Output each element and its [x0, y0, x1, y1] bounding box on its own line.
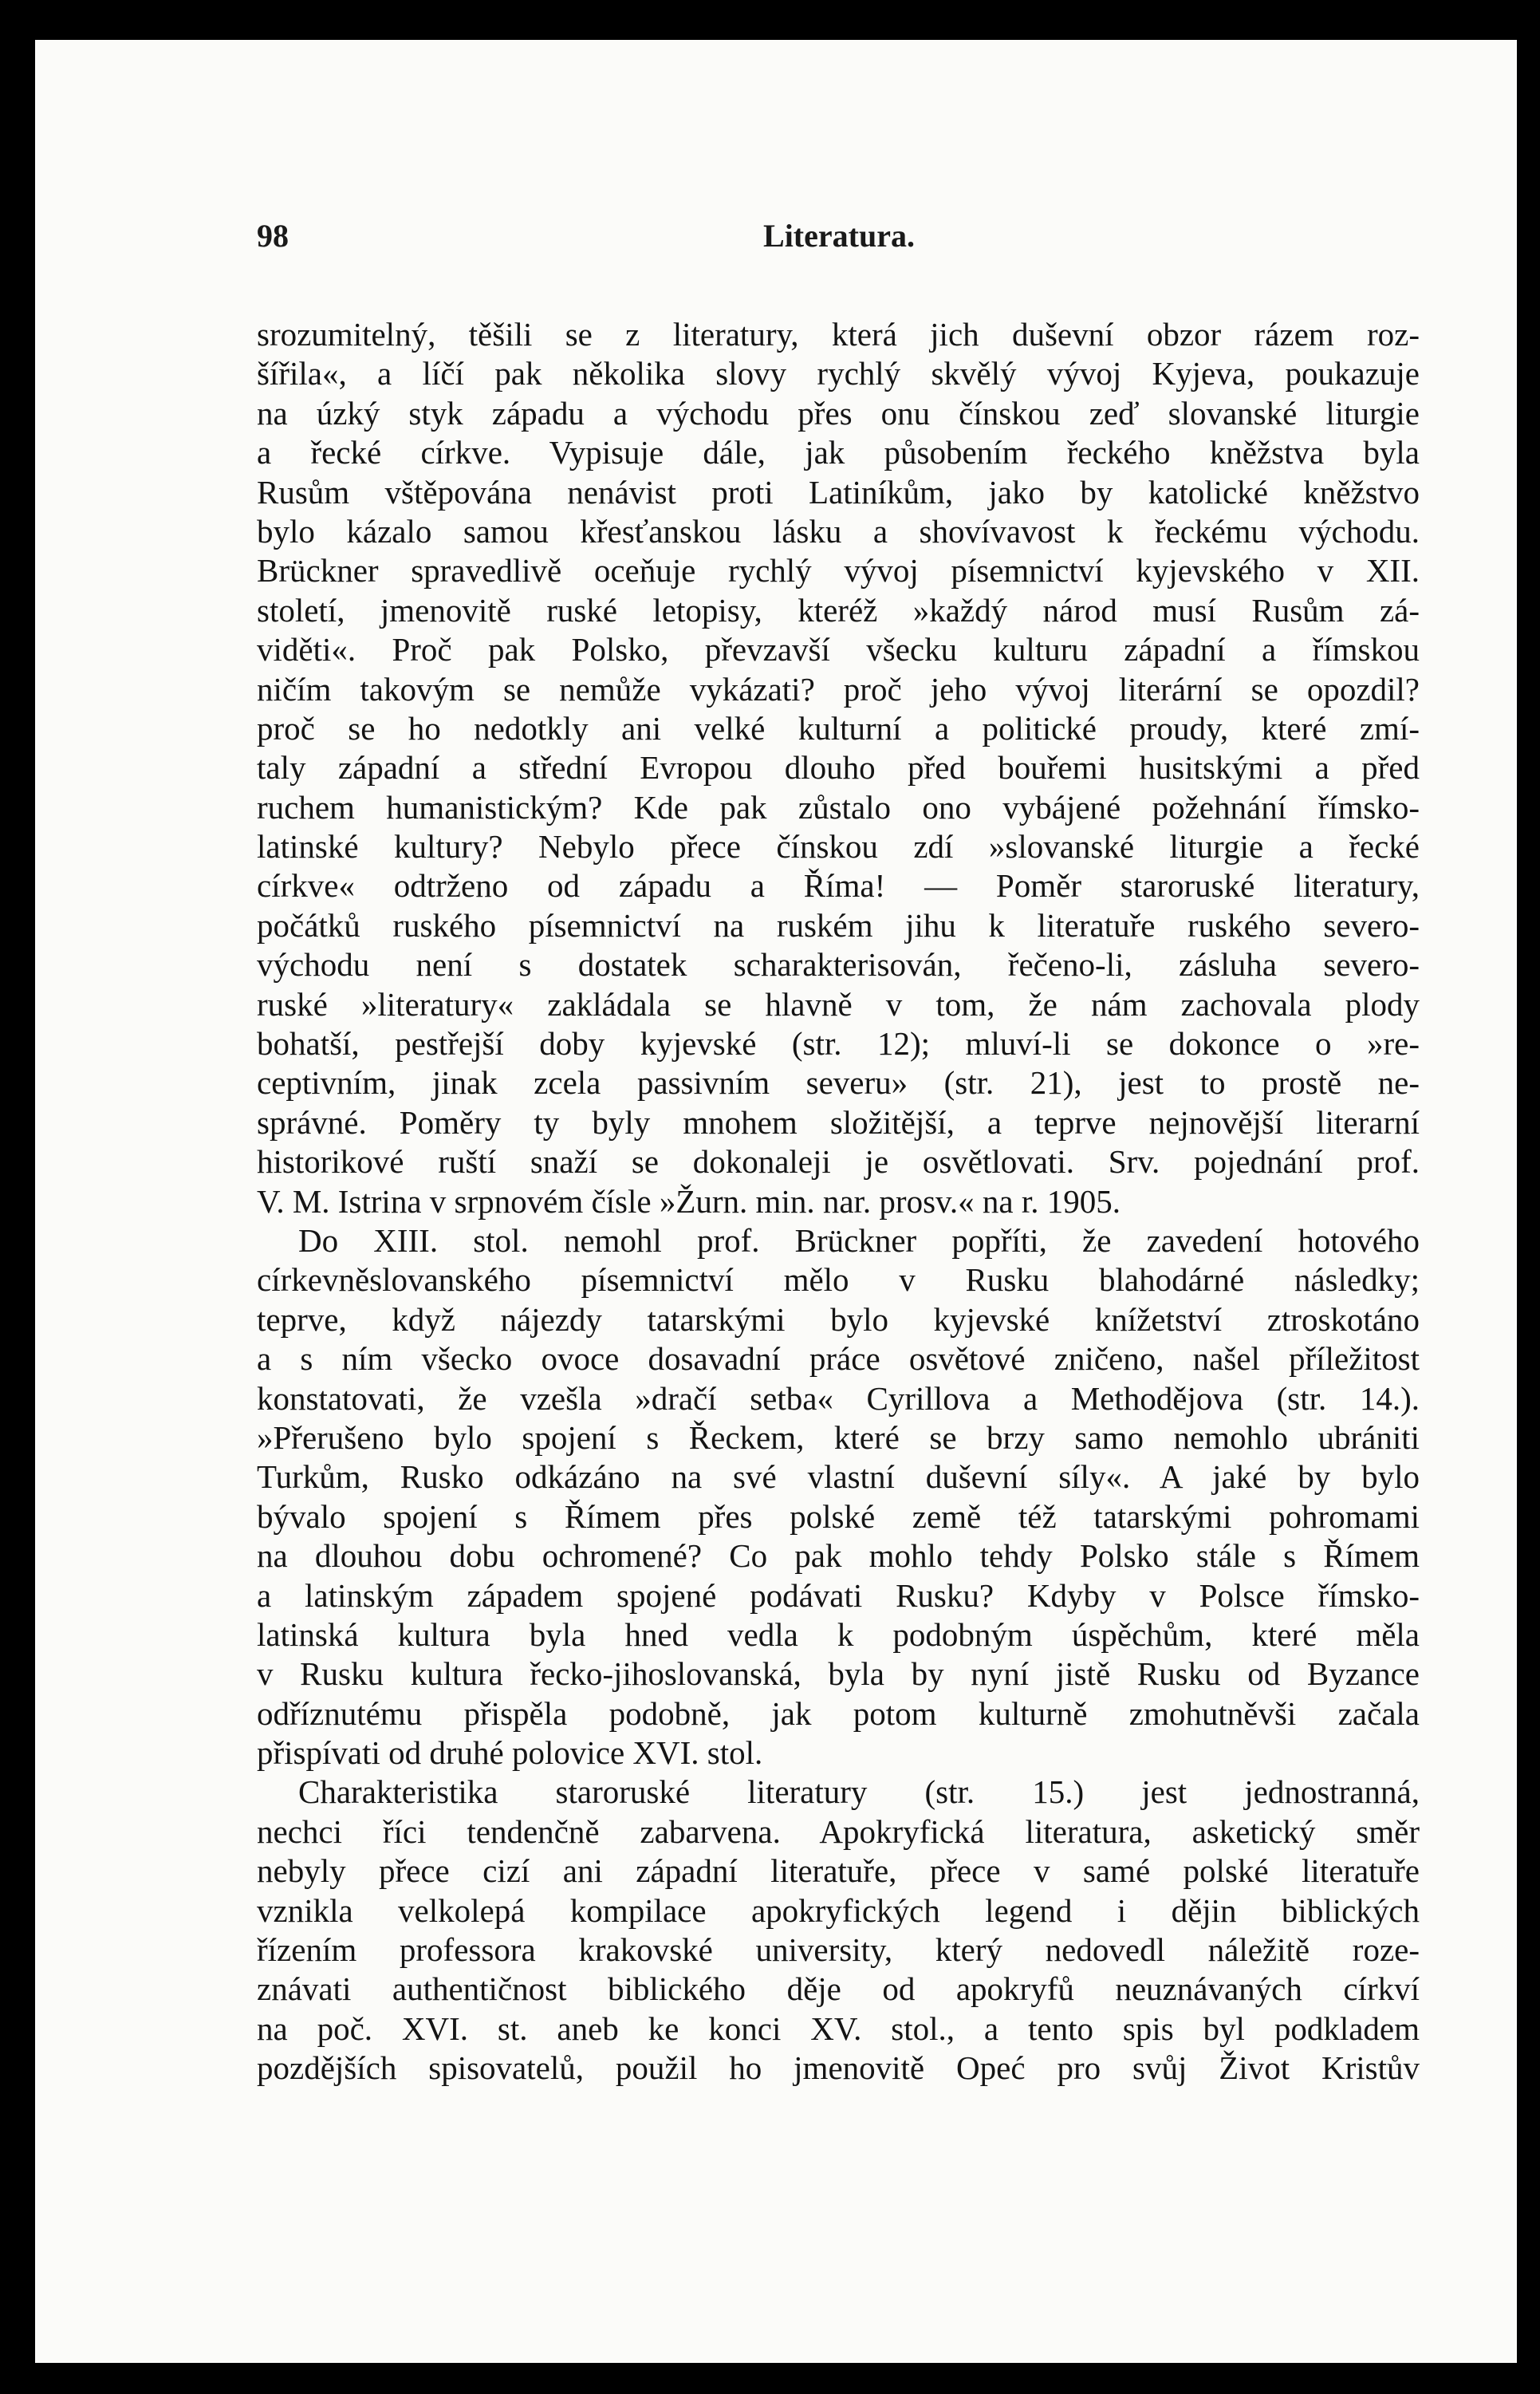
text-line: šířila«, a líčí pak několika slovy rychlý skvělý vývoj Kyjeva, poukazuje	[257, 355, 1420, 392]
text-line: Do XIII. stol. nemohl prof. Brückner popříti, že zavedení hotového	[298, 1221, 1420, 1259]
text-line: přispívati od druhé polovice XVI. stol.	[257, 1734, 763, 1772]
text-line: taly západní a střední Evropou dlouho před bouřemi husitskými a před	[257, 749, 1420, 787]
text-line: správné. Poměry ty byly mnohem složitější, a teprve nejnovější literarní	[257, 1103, 1420, 1141]
text-line: století, jmenovitě ruské letopisy, kteréž »každý národ musí Rusům zá-	[257, 591, 1420, 629]
text-line: historikové ruští snaží se dokonaleji je osvětlovati. Srv. pojednání prof.	[257, 1143, 1420, 1181]
text-line: na úzký styk západu a východu přes onu čínskou zeď slovanské liturgie	[257, 394, 1420, 432]
text-line: počátků ruského písemnictví na ruském jihu k literatuře ruského severo-	[257, 906, 1420, 944]
text-line: církevněslovanského písemnictví mělo v Rusku blahodárné následky;	[257, 1261, 1420, 1299]
paragraph	[257, 315, 1420, 1221]
text-line: řízením professora krakovské university, který nedovedl náležitě roze-	[257, 1931, 1420, 1969]
text-line: na dlouhou dobu ochromené? Co pak mohlo tehdy Polsko stále s Římem	[257, 1537, 1420, 1575]
text-line: a s ním všecko ovoce dosavadní práce osvětové zničeno, našel příležitost	[257, 1340, 1420, 1378]
text-line: východu není s dostatek scharakterisován, řečeno-li, zásluha severo-	[257, 946, 1420, 984]
text-line: znávati authentičnost biblického děje od apokryfů neuznávaných církví	[257, 1970, 1420, 2008]
body-text	[257, 315, 1420, 2088]
text-line: viděti«. Proč pak Polsko, převzavší všecku kulturu západní a římskou	[257, 631, 1420, 669]
text-line: latinské kultury? Nebylo přece čínskou zdí »slovanské liturgie a řecké	[257, 828, 1420, 866]
paragraph	[257, 1773, 1420, 2088]
text-line: nechci říci tendenčně zabarvena. Apokryfická literatura, asketický směr	[257, 1812, 1420, 1850]
text-line: a řecké církve. Vypisuje dále, jak působením řeckého kněžstva byla	[257, 434, 1420, 471]
scanned-page	[35, 40, 1517, 2363]
text-line: Charakteristika staroruské literatury (str. 15.) jest jednostranná,	[298, 1773, 1420, 1811]
text-line: V. M. Istrina v srpnovém čísle »Žurn. min. nar. prosv.« na r. 1905.	[257, 1182, 1121, 1220]
text-line: bylo kázalo samou křesťanskou lásku a shovívavost k řeckému východu.	[257, 512, 1420, 550]
text-line: v Rusku kultura řecko-jihoslovanská, byla by nyní jistě Rusku od Byzance	[257, 1655, 1420, 1693]
text-line: ničím takovým se nemůže vykázati? proč jeho vývoj literární se opozdil?	[257, 670, 1420, 708]
text-line: Turkům, Rusko odkázáno na své vlastní duševní síly«. A jaké by bylo	[257, 1458, 1420, 1496]
page-number: 98	[257, 218, 289, 254]
running-title: Literatura.	[763, 218, 915, 254]
paragraph	[257, 1221, 1420, 1773]
text-line: srozumitelný, těšili se z literatury, která jich duševní obzor rázem roz-	[257, 316, 1420, 353]
text-line: Brückner spravedlivě oceňuje rychlý vývoj písemnictví kyjevského v XII.	[257, 552, 1420, 590]
text-line: proč se ho nedotkly ani velké kulturní a politické proudy, které zmí-	[257, 709, 1420, 747]
text-line: pozdějších spisovatelů, použil ho jmenovitě Opeć pro svůj Život Kristův	[257, 2049, 1420, 2087]
text-line: latinská kultura byla hned vedla k podobným úspěchům, které měla	[257, 1615, 1420, 1653]
text-line: bohatší, pestřejší doby kyjevské (str. 12); mluví-li se dokonce o »re-	[257, 1025, 1420, 1063]
text-line: vznikla velkolepá kompilace apokryfických legend i dějin biblických	[257, 1891, 1420, 1929]
text-line: odříznutému přispěla podobně, jak potom kulturně zmohutněvši začala	[257, 1694, 1420, 1732]
text-line: ruchem humanistickým? Kde pak zůstalo ono vybájené požehnání římsko-	[257, 788, 1420, 826]
text-line: »Přerušeno bylo spojení s Řeckem, které se brzy samo nemohlo ubrániti	[257, 1418, 1420, 1456]
page-header	[257, 217, 1421, 265]
text-line: ruské »literatury« zakládala se hlavně v tom, že nám zachovala plody	[257, 985, 1420, 1023]
text-line: teprve, když nájezdy tatarskými bylo kyjevské knížetství ztroskotáno	[257, 1300, 1420, 1338]
text-line: ceptivním, jinak zcela passivním severu» (str. 21), jest to prostě ne-	[257, 1064, 1420, 1102]
text-line: Rusům vštěpována nenávist proti Latiníkům, jako by katolické kněžstvo	[257, 473, 1420, 511]
text-line: a latinským západem spojené podávati Rusku? Kdyby v Polsce římsko-	[257, 1576, 1420, 1614]
text-line: nebyly přece cizí ani západní literatuře, přece v samé polské literatuře	[257, 1852, 1420, 1890]
text-line: církve« odtrženo od západu a Říma! — Poměr staroruské literatury,	[257, 867, 1420, 905]
text-line: bývalo spojení s Římem přes polské země též tatarskými pohromami	[257, 1497, 1420, 1535]
text-line: na poč. XVI. st. aneb ke konci XV. stol., a tento spis byl podkladem	[257, 2009, 1420, 2047]
text-line: konstatovati, že vzešla »dračí setba« Cyrillova a Methodějova (str. 14.).	[257, 1379, 1420, 1417]
